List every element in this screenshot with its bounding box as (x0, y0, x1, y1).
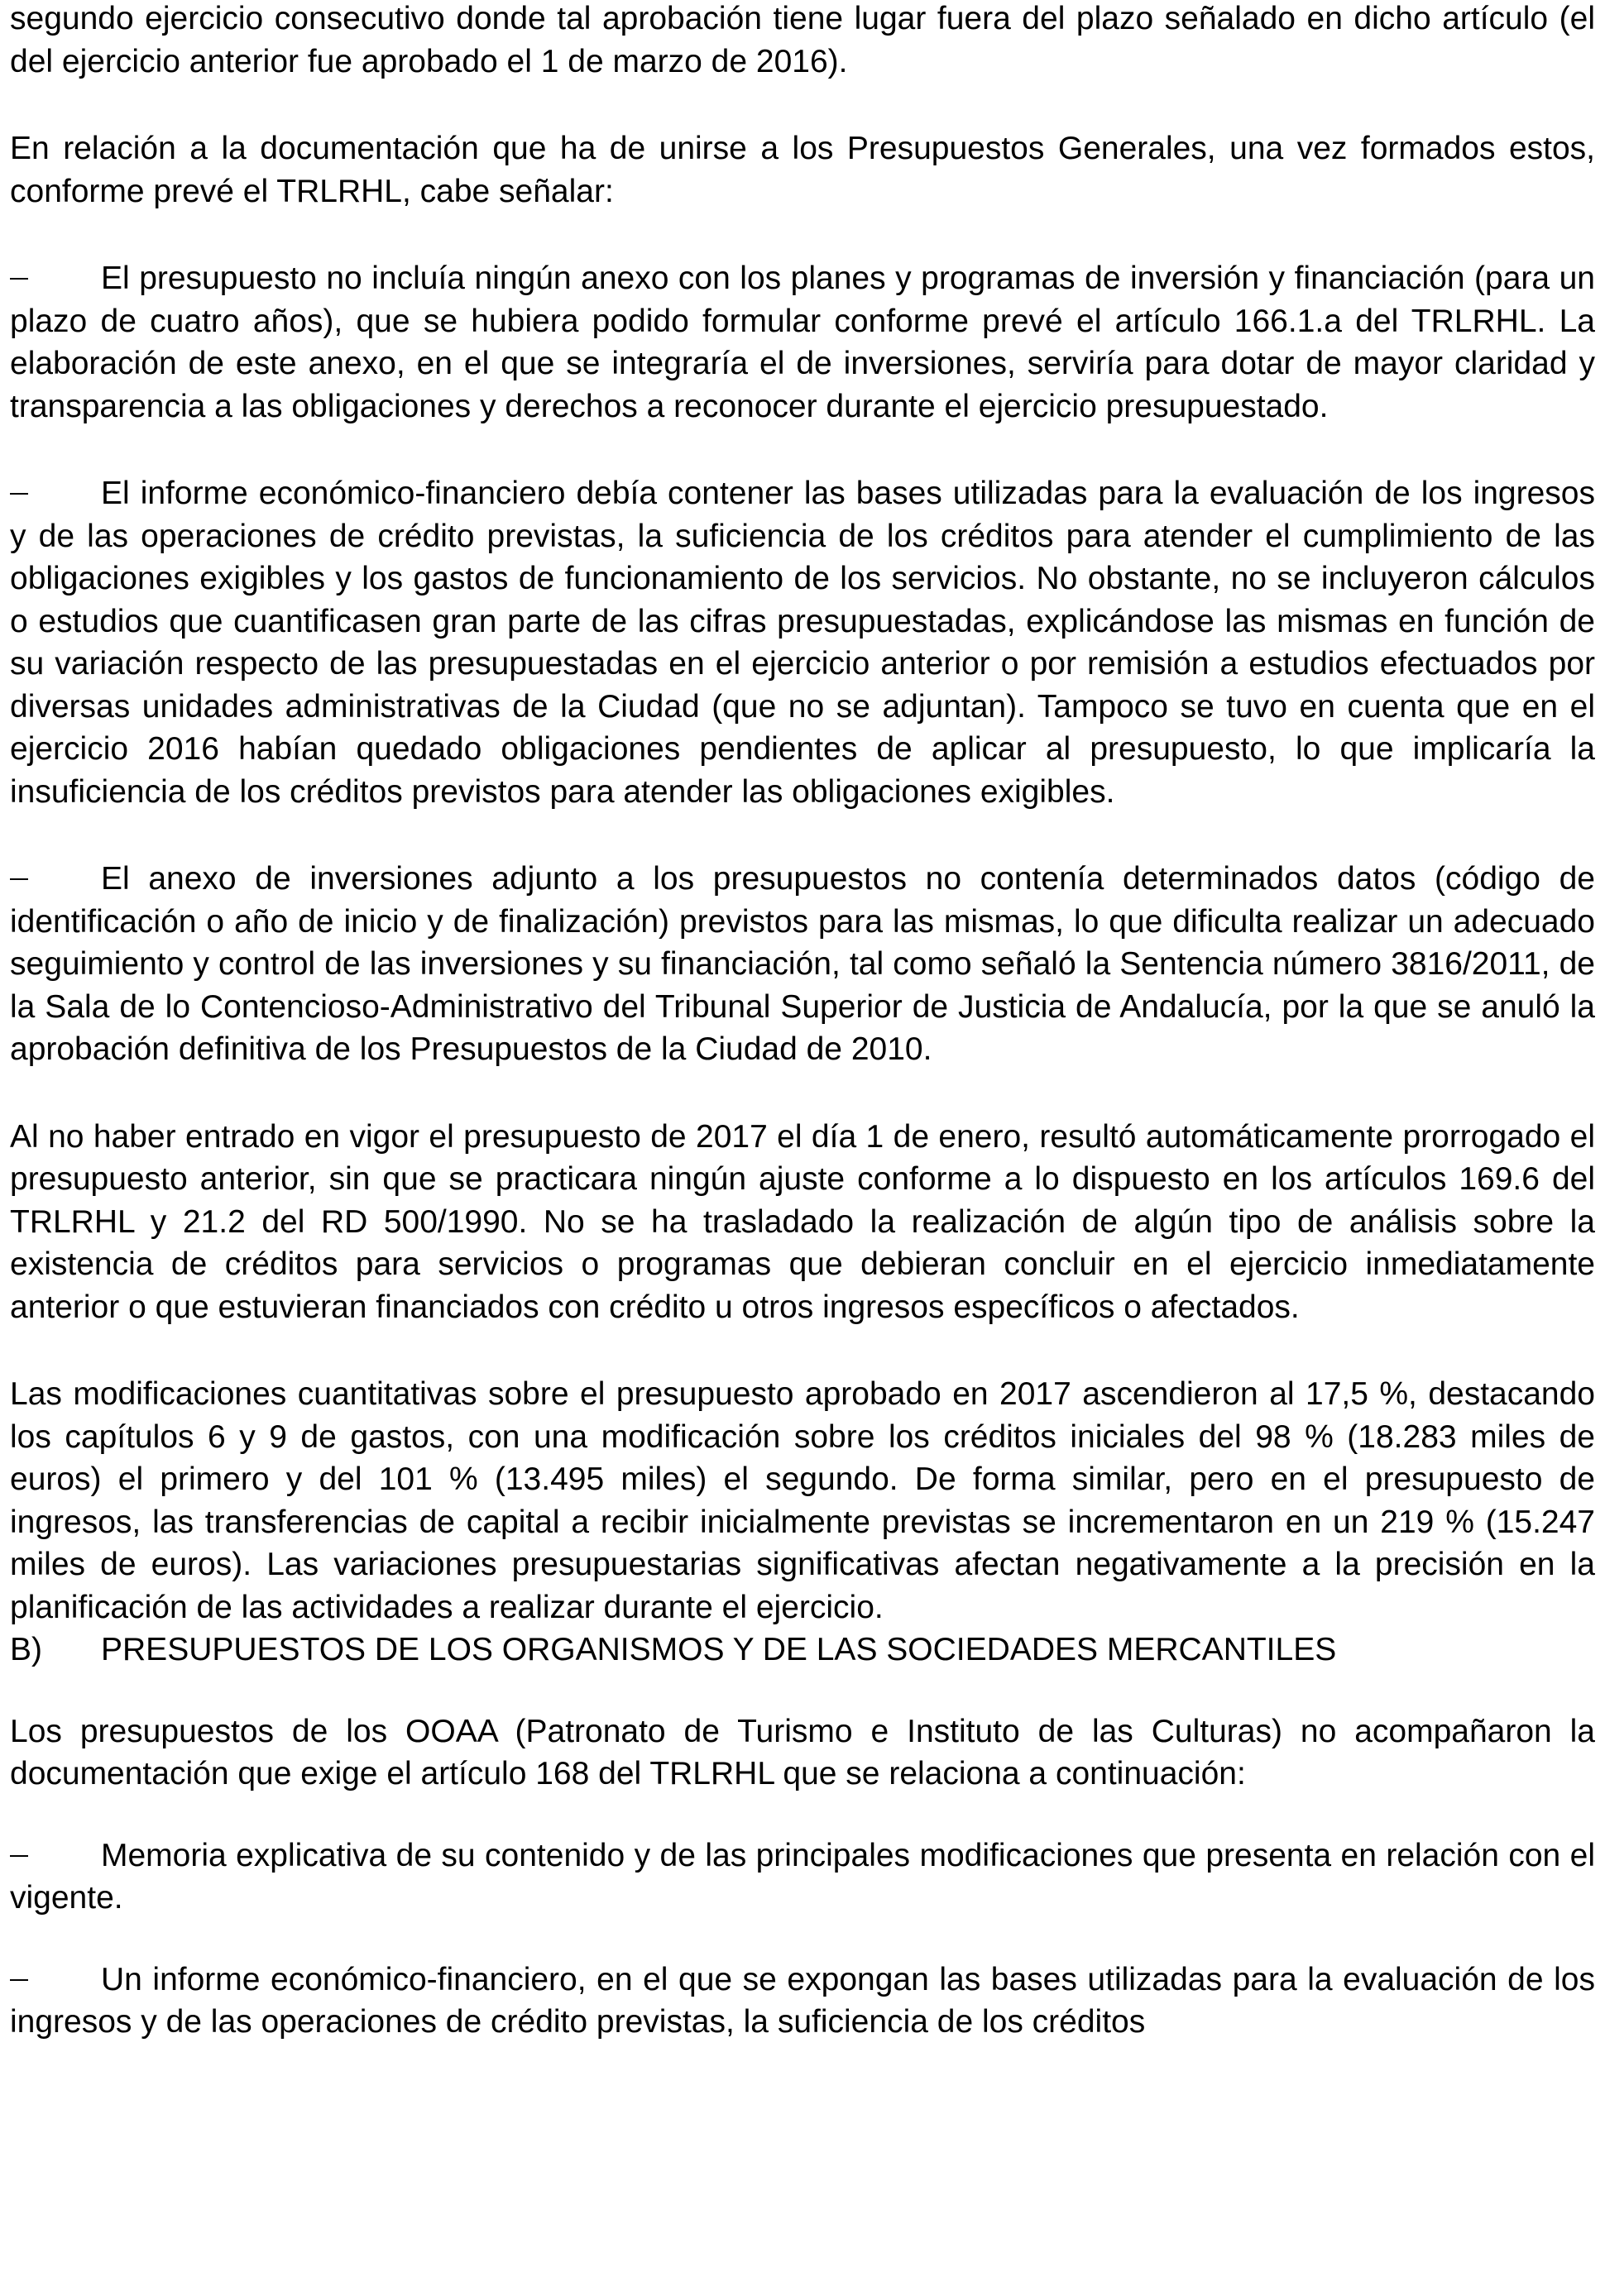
dash-bullet-icon (10, 878, 28, 880)
bullet-item-investment-annex (10, 257, 1595, 428)
section-heading-b (10, 1629, 1595, 1672)
paragraph-ooaa-documentation: Los presupuestos de los OOAA (Patronato de Turismo e Instituto de las Culturas) no acompañaron la documentación que exige el artículo 168 del TRLRHL que se relaciona a continuación: (10, 1713, 1595, 1791)
section-letter: B) (10, 1632, 42, 1667)
dash-bullet-icon (10, 278, 28, 280)
bullet-item-text: Un informe económico-financiero, en el que se expongan las bases utilizadas para la evaluación de los ingresos y de las operaciones de crédito previstas, la suficiencia de los créditos (10, 1961, 1595, 2040)
bullet-item-text: El informe económico-financiero debía contener las bases utilizadas para la evaluación de los ingresos y de las operaciones de crédito previstas, la suficiencia de los créditos para atender el cumplimiento de las obligaciones exigibles y los gastos de funcionamiento de los servicios. No obstante, no se incluyeron cálculos o estudios que cuantificasen gran parte de las cifras presupuestadas, explicándose las mismas en función de su variación respecto de las presupuestadas en el ejercicio anterior o por remisión a estudios efectuados por diversas unidades administrativas de la Ciudad (que no se adjuntan). Tampoco se tuvo en cuenta que en el ejercicio 2016 habían quedado obligaciones pendientes de aplicar al presupuesto, lo que implicaría la insuficiencia de los créditos previstos para atender las obligaciones exigibles. (10, 476, 1595, 810)
paragraph-budget-modifications: Las modificaciones cuantitativas sobre el presupuesto aprobado en 2017 ascendieron al 17,5 %, destacando los capítulos 6 y 9 de gastos, con una modificación sobre los créditos iniciales del 98 % (18.283 miles de euros) el primero y del 101 % (13.495 miles) el segundo. De forma similar, pero en el presupuesto de ingresos, las transferencias de capital a recibir inicialmente previstas se incrementaron en un 219 % (15.247 miles de euros). Las variaciones presupuestarias significativas afectan negativamente a la precisión en la planificación de las actividades a realizar durante el ejercicio. (10, 1376, 1595, 1625)
bullet-item-text: Memoria explicativa de su contenido y de las principales modificaciones que presenta en relación con el vigente. (10, 1837, 1595, 1916)
dash-bullet-icon (10, 1979, 28, 1981)
paragraph-documentation-intro: En relación a la documentación que ha de unirse a los Presupuestos Generales, una vez formados estos, conforme prevé el TRLRHL, cabe señalar: (10, 131, 1595, 209)
bullet-item-investments-annex-data (10, 858, 1595, 1071)
paragraph-intro-continuation: segundo ejercicio consecutivo donde tal aprobación tiene lugar fuera del plazo señalado en dicho artículo (el del ejercicio anterior fue aprobado el 1 de marzo de 2016). (10, 1, 1595, 79)
bullet-item-text: El anexo de inversiones adjunto a los presupuestos no contenía determinados datos (código de identificación o año de inicio y de finalización) previstos para las mismas, lo que dificulta realizar un adecuado seguimiento y control de las inversiones y su financiación, tal como señaló la Sentencia número 3816/2011, de la Sala de lo Contencioso-Administrativo del Tribunal Superior de Justicia de Andalucía, por la que se anuló la aprobación definitiva de los Presupuestos de la Ciudad de 2010. (10, 861, 1595, 1067)
bullet-item-economic-report (10, 472, 1595, 813)
bullet-item-explanatory-memory (10, 1834, 1595, 1920)
bullet-item-economic-financial-report (10, 1959, 1595, 2044)
dash-bullet-icon (10, 1855, 28, 1857)
dash-bullet-icon (10, 493, 28, 495)
section-title: PRESUPUESTOS DE LOS ORGANISMOS Y DE LAS SOCIEDADES MERCANTILES (101, 1632, 1337, 1667)
paragraph-budget-extension: Al no haber entrado en vigor el presupuesto de 2017 el día 1 de enero, resultó automáticamente prorrogado el presupuesto anterior, sin que se practicara ningún ajuste conforme a lo dispuesto en los artículos 169.6 del TRLRHL y 21.2 del RD 500/1990. No se ha trasladado la realización de algún tipo de análisis sobre la existencia de créditos para servicios o programas que debieran concluir en el ejercicio inmediatamente anterior o que estuvieran financiados con crédito u otros ingresos específicos o afectados. (10, 1118, 1595, 1325)
bullet-item-text: El presupuesto no incluía ningún anexo con los planes y programas de inversión y financiación (para un plazo de cuatro años), que se hubiera podido formular conforme prevé el artículo 166.1.a del TRLRHL. La elaboración de este anexo, en el que se integraría el de inversiones, serviría para dotar de mayor claridad y transparencia a las obligaciones y derechos a reconocer durante el ejercicio presupuestado. (10, 261, 1595, 424)
